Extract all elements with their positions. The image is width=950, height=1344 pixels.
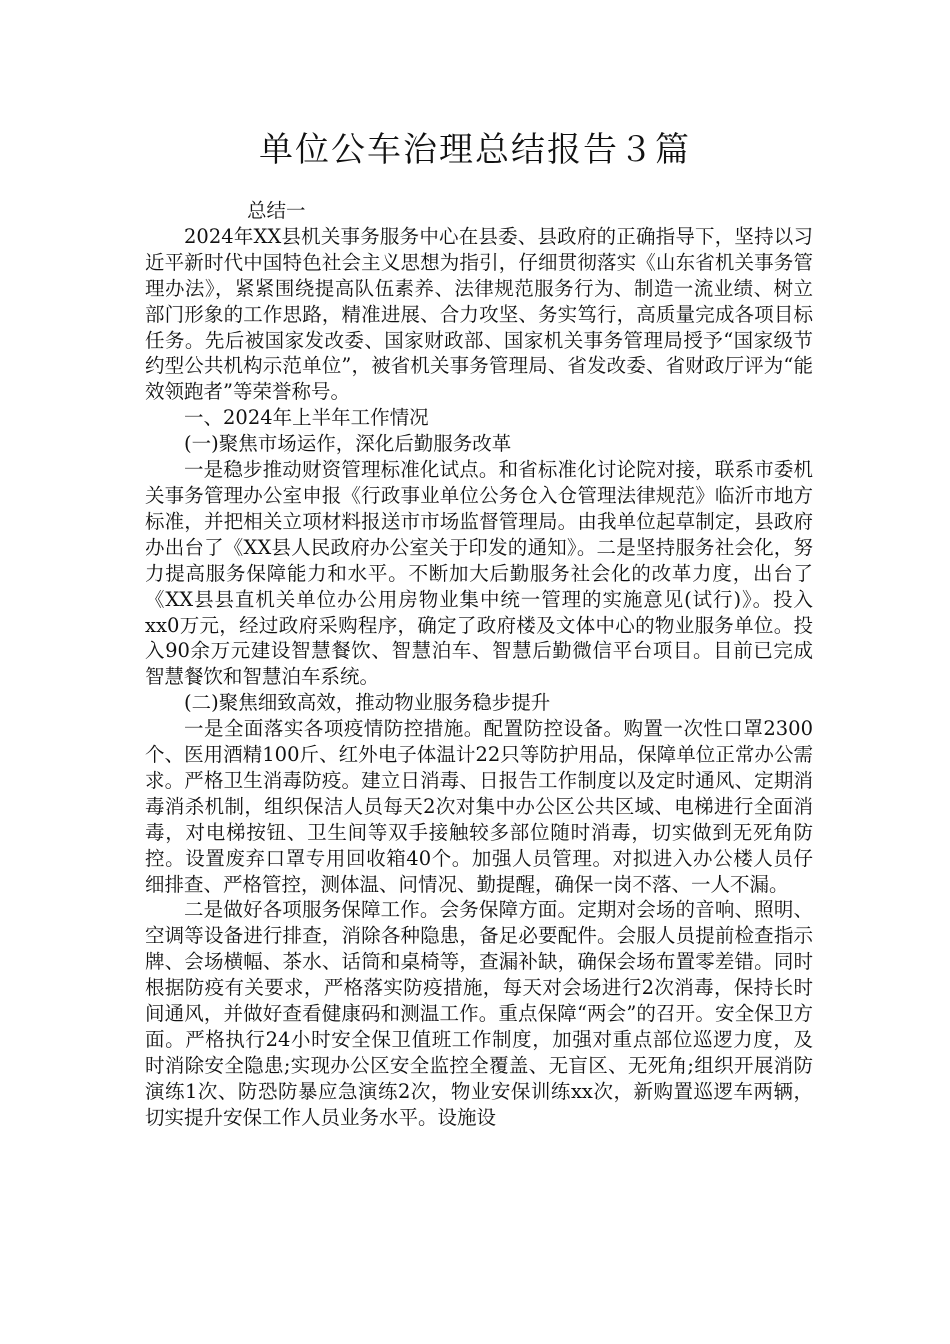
paragraph-epidemic-control: 一是全面落实各项疫情防控措施。配置防控设备。购置一次性口罩2300个、医用酒精100斤、红外电子体温计22只等防护用品，保障单位正常办公需求。严格卫生消毒防疫。建立日消毒、日报告工作制度以及定时通风、定期消毒消杀机制，组织保洁人员每天2次对集中办公区公共区域、电梯进行全面消毒，对电梯按钮、卫生间等双手接触较多部位随时消毒，切实做到无死角防控。设置废弃口罩专用回收箱40个。加强人员管理。对拟进入办公楼人员仔细排查、严格管控，测体温、问情况、勤提醒，确保一岗不落、一人不漏。 — [145, 717, 813, 896]
paragraph-service-support: 二是做好各项服务保障工作。会务保障方面。定期对会场的音响、照明、空调等设备进行排查，消除各种隐患，备足必要配件。会服人员提前检查指示牌、会场横幅、茶水、话筒和桌椅等，查漏补缺，确保会场布置零差错。同时根据防疫有关要求，严格落实防疫措施，每天对会场进行2次消毒，保持长时间通风，并做好查看健康码和测温工作。重点保障“两会”的召开。安全保卫方面。严格执行24小时安全保卫值班工作制度，加强对重点部位巡逻力度，及时消除安全隐患;实现办公区安全监控全覆盖、无盲区、无死角;组织开展消防演练1次、防恐防暴应急演练2次，物业安保训练xx次，新购置巡逻车两辆，切实提升安保工作人员业务水平。设施设 — [145, 898, 813, 1129]
section-heading-1: 一、2024年上半年工作情况 — [184, 406, 429, 430]
paragraph-finance-reform: 一是稳步推动财资管理标准化试点。和省标准化讨论院对接，联系市委机关事务管理办公室申报《行政事业单位公务仓入仓管理法律规范》临沂市地方标准，并把相关立项材料报送市市场监督管理局。由我单位起草制定，县政府办出台了《XX县人民政府办公室关于印发的通知》。二是坚持服务社会化，努力提高服务保障能力和水平。不断加大后勤服务社会化的改革力度，出台了《XX县县直机关单位办公用房物业集中统一管理的实施意见(试行)》。投入xx0万元，经过政府采购程序，确定了政府楼及文体中心的物业服务单位。投入90余万元建设智慧餐饮、智慧泊车、智慧后勤微信平台项目。目前已完成智慧餐饮和智慧泊车系统。 — [145, 458, 813, 689]
subsection-heading-2: (二)聚焦细致高效，推动物业服务稳步提升 — [184, 691, 551, 715]
document-body — [145, 198, 813, 1131]
document-title: 单位公车治理总结报告３篇 — [259, 130, 691, 170]
summary-heading: 总结一 — [247, 199, 306, 222]
subsection-heading-1: (一)聚焦市场运作，深化后勤服务改革 — [184, 432, 512, 456]
paragraph-intro: 2024年XX县机关事务服务中心在县委、县政府的正确指导下，坚持以习近平新时代中国特色社会主义思想为指引，仔细贯彻落实《山东省机关事务管理办法》，紧紧围绕提高队伍素养、法律规范服务行为、制造一流业绩、树立部门形象的工作思路，精准进展、合力攻坚、务实笃行，高质量完成各项目标任务。先后被国家发改委、国家财政部、国家机关事务管理局授予“国家级节约型公共机构示范单位”，被省机关事务管理局、省发改委、省财政厅评为“能效领跑者”等荣誉称号。 — [145, 224, 813, 404]
